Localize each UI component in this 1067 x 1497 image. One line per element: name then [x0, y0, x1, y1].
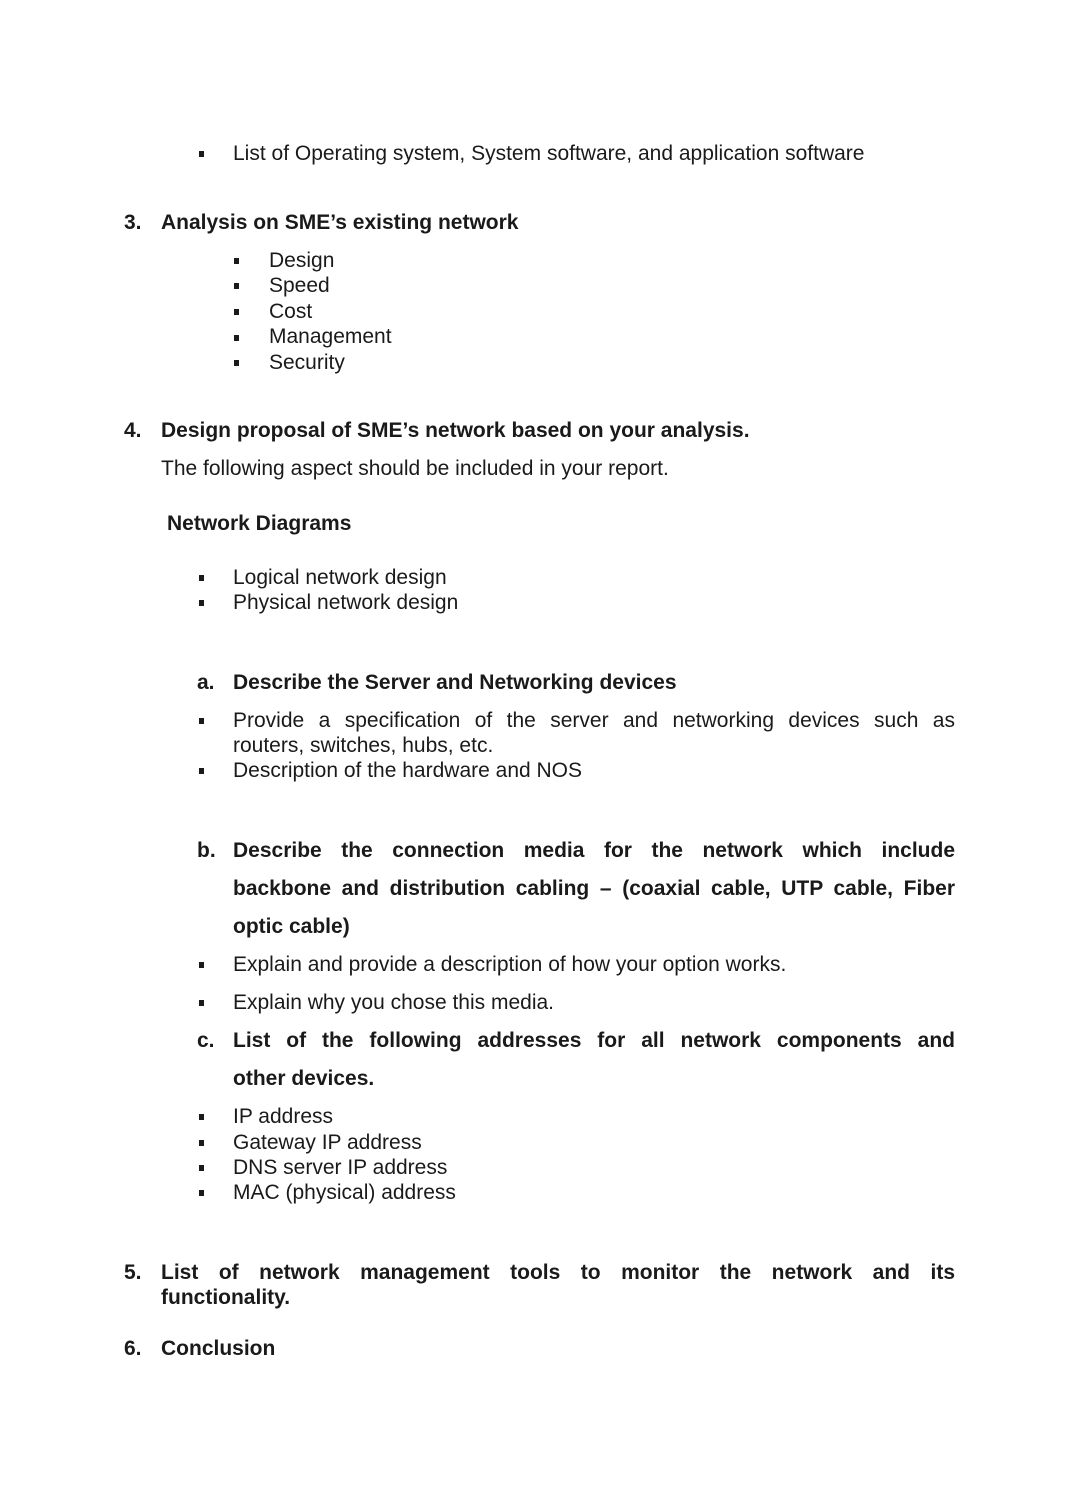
bullet-marker	[199, 768, 204, 774]
sub-b-item-explain: Explain and provide a description of how your option works.	[233, 953, 787, 976]
section-3-item-speed: Speed	[269, 274, 330, 297]
section-6-title: Conclusion	[161, 1337, 276, 1360]
sub-a-title: Describe the Server and Networking devices	[233, 671, 677, 694]
bullet-marker	[234, 309, 239, 315]
bullet-marker	[234, 283, 239, 289]
sub-c-item-mac: MAC (physical) address	[233, 1181, 456, 1204]
section-6-number: 6.	[124, 1337, 142, 1360]
sub-a-letter: a.	[197, 671, 215, 694]
bullet-marker	[199, 962, 204, 968]
sub-a-item-spec-cont: routers, switches, hubs, etc.	[233, 734, 494, 757]
sub-c-item-ip: IP address	[233, 1105, 334, 1128]
sub-c-item-dns: DNS server IP address	[233, 1156, 448, 1179]
section-3-number: 3.	[124, 211, 142, 234]
bullet-marker	[199, 1114, 204, 1120]
section-5-title-line-2: functionality.	[161, 1286, 291, 1309]
sub-b-title-line-2: backbone and distribution cabling – (coaxial cable, UTP cable, Fiber	[233, 877, 955, 900]
bullet-marker	[199, 575, 204, 581]
intro-bullet-text: List of Operating system, System software, and application software	[233, 142, 865, 165]
bullet-marker	[199, 600, 204, 606]
section-3-item-security: Security	[269, 351, 345, 374]
section-3-item-management: Management	[269, 325, 392, 348]
bullet-marker	[199, 718, 204, 724]
network-diagrams-heading: Network Diagrams	[167, 512, 352, 535]
bullet-marker	[199, 1000, 204, 1006]
section-3-item-design: Design	[269, 249, 335, 272]
sub-a-item-spec: Provide a specification of the server and networking devices such as	[233, 709, 955, 732]
sub-c-letter: c.	[197, 1029, 215, 1052]
bullet-marker	[199, 1190, 204, 1196]
bullet-marker	[234, 360, 239, 366]
sub-b-title-line-1: Describe the connection media for the network which include	[233, 839, 955, 862]
bullet-marker	[199, 151, 204, 157]
section-4-number: 4.	[124, 419, 142, 442]
bullet-marker	[234, 258, 239, 264]
sub-c-title-line-1: List of the following addresses for all network components and	[233, 1029, 955, 1052]
sub-b-item-why: Explain why you chose this media.	[233, 991, 554, 1014]
diagram-item-logical: Logical network design	[233, 566, 447, 589]
section-5-title-line-1: List of network management tools to monitor the network and its	[161, 1261, 955, 1284]
bullet-marker	[234, 335, 239, 341]
section-3-title: Analysis on SME’s existing network	[161, 211, 519, 234]
sub-c-title-line-2: other devices.	[233, 1067, 375, 1090]
diagram-item-physical: Physical network design	[233, 591, 459, 614]
section-4-intro: The following aspect should be included in your report.	[161, 457, 669, 480]
bullet-marker	[199, 1140, 204, 1146]
sub-b-letter: b.	[197, 839, 216, 862]
section-3-item-cost: Cost	[269, 300, 313, 323]
bullet-marker	[199, 1165, 204, 1171]
sub-a-item-hardware: Description of the hardware and NOS	[233, 759, 583, 782]
sub-b-title-line-3: optic cable)	[233, 915, 350, 938]
sub-c-item-gateway: Gateway IP address	[233, 1131, 422, 1154]
section-4-title: Design proposal of SME’s network based on your analysis.	[161, 419, 750, 442]
section-5-number: 5.	[124, 1261, 142, 1284]
